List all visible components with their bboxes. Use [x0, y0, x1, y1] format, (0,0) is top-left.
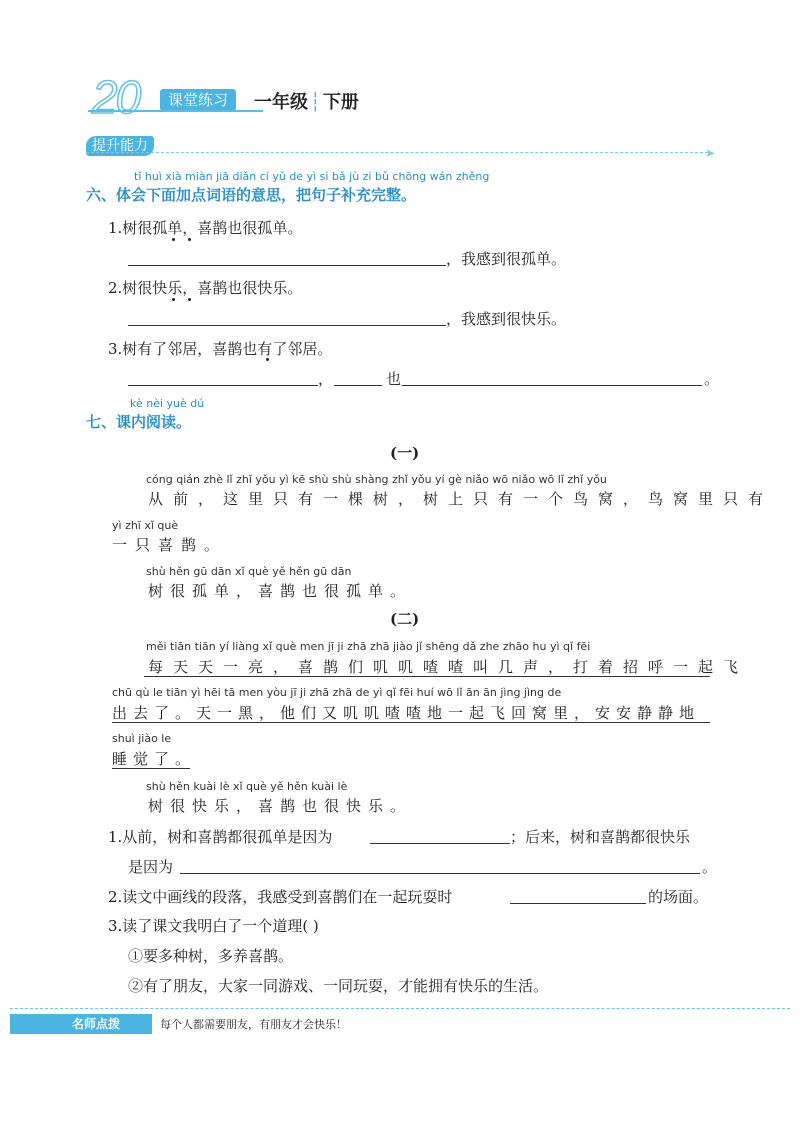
passage2-line4-text: 树很快乐，喜鹊也很快乐。 [148, 797, 413, 815]
passage1-line3-pinyin: shù hěn gū dān xǐ què yě hěn gū dān [146, 565, 352, 578]
emphasis-dot [172, 298, 175, 301]
header-divider [88, 110, 263, 112]
rq1-text-a: 1.从前，树和喜鹊都很孤单是因为 [108, 828, 333, 846]
tips-label: 名师点拨 [72, 1017, 121, 1031]
passage2-line3-text: 睡觉了。 [112, 750, 197, 768]
tips-dotted-line [10, 1008, 790, 1009]
passage2-underline-1 [144, 676, 710, 677]
q6-item2-sentence: 2.树很快乐，喜鹊也很快乐。 [108, 279, 303, 297]
passage2-heading: (二) [390, 610, 420, 628]
series-tag: 课堂练习 [160, 89, 236, 111]
q6-item1-sentence: 1.树很孤单，喜鹊也很孤单。 [108, 219, 303, 237]
q6-item3-mid: 也 [386, 370, 402, 388]
passage2-line1-pinyin: měi tiān tiān yí liàng xǐ què men jī ji zhā zhā jiào jǐ shēng dǎ zhe zhāo hu yì qǐ fēi [146, 640, 591, 653]
rq1-text-d: 。 [702, 858, 718, 876]
passage1-line1-text: 从前，这里只有一棵树，树上只有一个鸟窝，鸟窝里只有 [148, 490, 774, 508]
passage1-line2-pinyin: yì zhī xǐ què [112, 519, 179, 532]
q7-pinyin: kè nèi yuè dú [130, 397, 205, 410]
arrow-right-icon: ➤ [705, 146, 716, 160]
passage2-line3-pinyin: shuì jiào le [112, 732, 172, 745]
q6-item3-end: 。 [704, 370, 720, 388]
rq3-question[interactable]: 3.读了课文我明白了一个道理( ) [108, 917, 319, 935]
q6-item1-blank[interactable] [128, 265, 446, 266]
rq1-text-c: 是因为 [128, 858, 174, 876]
q6-item1-tail: ，我感到很孤单。 [446, 250, 567, 268]
tips-text: 每个人都需要朋友，有朋友才会快乐！ [160, 1018, 347, 1031]
grade-label: 一年级 ┆ 下册 [254, 92, 359, 113]
rq1-blank-b[interactable] [180, 873, 700, 874]
passage1-line3-text: 树很孤单，喜鹊也很孤单。 [148, 582, 413, 600]
q6-item3-blank-a[interactable] [128, 385, 318, 386]
q6-pinyin: tǐ huì xià miàn jiā diǎn cí yǔ de yì si bǎ jù zi bǔ chōng wán zhěng [134, 170, 490, 183]
emphasis-dot [188, 238, 191, 241]
passage2-line2-pinyin: chū qù le tiān yì hēi tā men yòu jī ji zhā zhā de yì qǐ fēi huí wō lǐ ān ān jìng jìng de [112, 686, 562, 699]
rq3-option-2[interactable]: ②有了朋友，大家一同游戏、一同玩耍，才能拥有快乐的生活。 [128, 977, 549, 995]
passage2-line2-text: 出去了。天一黑，他们又叽叽喳喳地一起飞回窝里，安安静静地 [112, 704, 701, 722]
rq2-text-b: 的场面。 [648, 888, 709, 906]
rq3-option-1[interactable]: ①要多种树，多养喜鹊。 [128, 947, 294, 965]
rq1-blank-a[interactable] [370, 843, 510, 844]
q6-item3-comma: ， [318, 370, 334, 388]
rq2-text-a: 2.读文中画线的段落，我感受到喜鹊们在一起玩耍时 [108, 888, 453, 906]
passage2-line1-text: 每天天一亮，喜鹊们叽叽喳喳叫几声，打着招呼一起飞 [148, 658, 749, 676]
emphasis-dot [266, 358, 269, 361]
section-dotted-line [86, 152, 708, 153]
q6-item2-tail: ，我感到很快乐。 [446, 310, 567, 328]
rq2-blank[interactable] [510, 903, 646, 904]
page-number: 20 [92, 71, 140, 123]
q6-item3-sentence: 3.树有了邻居，喜鹊也有了邻居。 [108, 340, 333, 358]
q6-title: 六、体会下面加点词语的意思，把句子补充完整。 [86, 186, 417, 204]
emphasis-dot [172, 238, 175, 241]
section-ability-tag: 提升能力 [86, 136, 154, 156]
q6-item2-blank[interactable] [128, 325, 446, 326]
passage2-underline-3 [112, 768, 190, 769]
passage1-line2-text: 一只喜鹊。 [112, 536, 228, 554]
q6-item3-blank-b[interactable] [334, 385, 382, 386]
emphasis-dot [188, 298, 191, 301]
q7-title: 七、课内阅读。 [86, 413, 192, 431]
passage2-line4-pinyin: shù hěn kuài lè xǐ què yě hěn kuài lè [146, 780, 348, 793]
passage2-underline-2 [112, 722, 710, 723]
q6-item3-blank-c[interactable] [402, 385, 702, 386]
passage1-line1-pinyin: cóng qián zhè lǐ zhǐ yǒu yì kē shù shù shàng zhǐ yǒu yí gè niǎo wō niǎo wō lǐ zhǐ yǒu [146, 473, 607, 486]
passage1-heading: (一) [390, 444, 420, 462]
rq1-text-b: ；后来，树和喜鹊都很快乐 [510, 828, 691, 846]
